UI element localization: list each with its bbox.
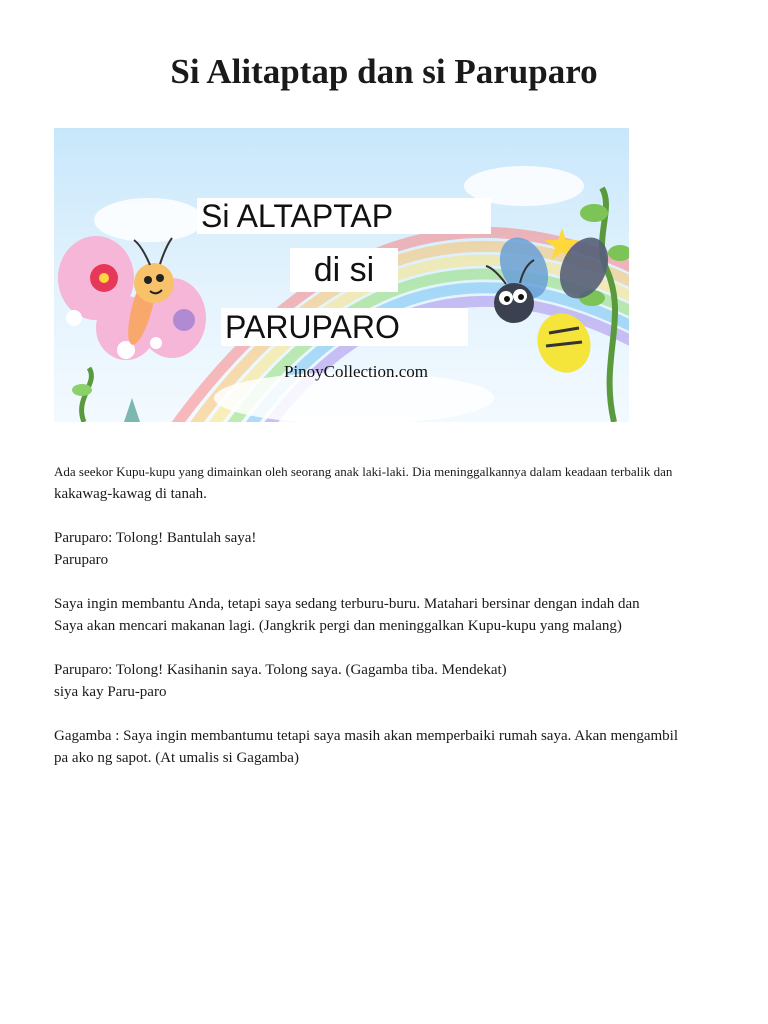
story-body — [54, 461, 734, 791]
butterfly-illustration — [58, 236, 206, 360]
cover-site-credit: PinoyCollection.com — [284, 362, 429, 381]
paragraph-line: pa ako ng sapot. (At umalis si Gagamba) — [54, 750, 299, 766]
paragraph-line: siya kay Paru-paro — [54, 684, 167, 700]
paragraph-line: Paruparo: Tolong! Kasihanin saya. Tolong saya. (Gagamba tiba. Mendekat) — [54, 662, 507, 678]
paragraph-1 — [54, 461, 734, 505]
paragraph-4 — [54, 659, 734, 703]
cover-illustration — [54, 128, 629, 422]
paragraph-3 — [54, 593, 734, 637]
paragraph-line: Gagamba : Saya ingin membantumu tetapi saya masih akan memperbaiki rumah saya. Akan mengambil — [54, 728, 678, 744]
paragraph-line: kakawag-kawag di tanah. — [54, 486, 207, 502]
paragraph-line: Paruparo — [54, 552, 109, 568]
paragraph-line: Paruparo: Tolong! Bantulah saya! — [54, 530, 257, 546]
cover-title-line-2: di si — [290, 248, 398, 292]
paragraph-2 — [54, 527, 734, 571]
paragraph-line: Saya akan mencari makanan lagi. (Jangkrik pergi dan meninggalkan Kupu-kupu yang malang) — [54, 618, 622, 634]
document-title: Si Alitaptap dan si Paruparo — [170, 52, 598, 91]
cover-title-line-1: Si ALTAPTAP — [197, 198, 491, 234]
paragraph-line: Saya ingin membantu Anda, tetapi saya sedang terburu-buru. Matahari bersinar dengan indah dan — [54, 596, 640, 612]
cover-title-line-3: PARUPARO — [221, 308, 468, 346]
paragraph-line: Ada seekor Kupu-kupu yang dimainkan oleh seorang anak laki-laki. Dia meninggalkannya dalam keadaan terbalik dan — [54, 464, 673, 479]
paragraph-5 — [54, 725, 734, 769]
